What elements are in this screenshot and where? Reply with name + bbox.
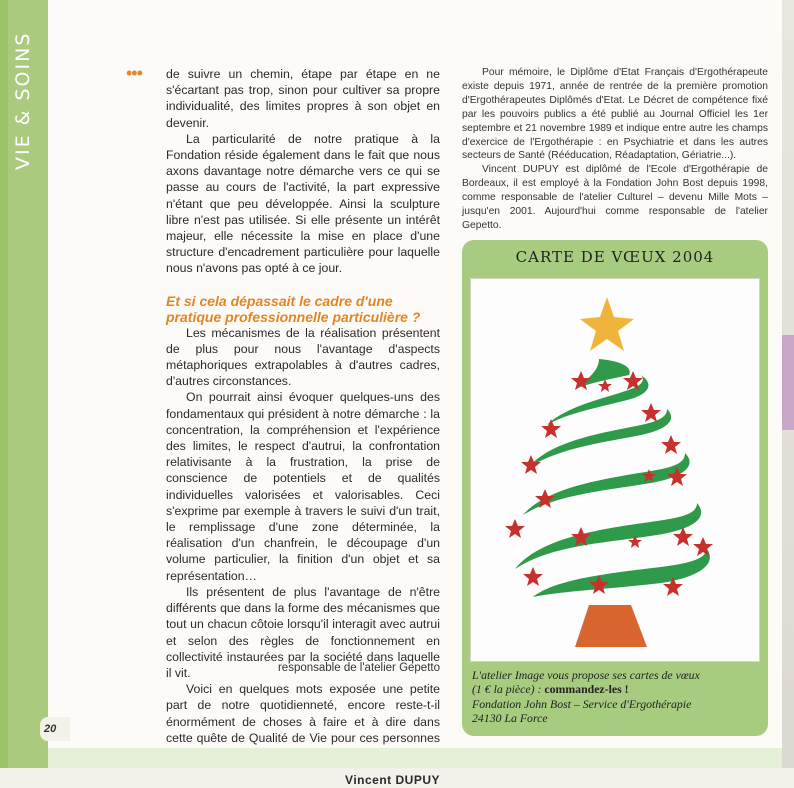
tree-swirl — [515, 503, 701, 569]
page-number: 20 — [40, 717, 70, 741]
bullet-dots-icon: ••• — [126, 63, 142, 83]
signature: Vincent DUPUY — [345, 773, 440, 788]
section-tab — [782, 335, 794, 430]
paragraph: On pourrait ainsi évoquer quelques-uns des fondamentaux qui président à notre démarche : la concentration, la compréhension et l'expérience des limites, le respect d'autrui, la confrontation relativisante à la frustration, la prise de conscience de potentiels et de qualités individuelles valorisées et valorisables. Ceci s'exprime par exemple à travers le suivi d'un trait, le remplissage d'une zone déterminée, la réalisation d'un chanfrein, le découpage d'un volume particulier, la finition d'un objet et sa représentation… — [166, 390, 440, 583]
top-star-icon — [580, 297, 634, 351]
signature-role: responsable de l'atelier Gepetto — [277, 662, 440, 674]
paragraph: Pour mémoire, le Diplôme d'Etat Français d'Ergothérapeute existe depuis 1971, année de rentrée de la première promotion d'Ergothérapeutes Diplômés d'Etat. Le Décret de compétence fixé par les pouvoirs publics a été publié au Journal Officiel les 1er septembre et 21 novembre 1989 et indique entre autre les champs d'exercice de l'Ergothérapie : en Psychiatrie et dans les autres secteurs de Santé (Rééducation, Réadaptation, Gériatrie...). — [462, 67, 768, 162]
ornament-star-icon — [661, 435, 681, 454]
section-label: VIE & SOINS — [12, 31, 34, 170]
caption-order: commandez-les ! — [544, 682, 629, 697]
card-title: CARTE DE VŒUX 2004 — [515, 248, 715, 266]
ornament-star-icon — [505, 519, 525, 538]
paragraph: Les mécanismes de la réalisation présentent de plus pour nous l'avantage d'aspects métaphoriques extrapolables à d'autres cadres, d'autres circonstances. — [166, 325, 440, 389]
paragraph: Ils présentent de plus l'avantage de n'être différents que dans la forme des mécanismes que tout un chacun côtoie lorsqu'il interagit avec autrui et selon des règles de fonctionnement en collectivité instaurées par la société dans laquelle il vit. — [166, 584, 440, 680]
christmas-tree-illustration — [470, 278, 760, 662]
tree-trunk — [575, 605, 647, 647]
paragraph: de suivre un chemin, étape par étape en ne s'écartant pas trop, sinon pour cultiver sa propre individualité, des limites propres à son objet en devenir. — [166, 67, 440, 130]
christmas-tree-icon — [471, 279, 761, 663]
paragraph: Vincent DUPUY est diplômé de l'Ecole d'Ergothérapie de Bordeaux, il est employé à la Fondation John Bost depuis 1998, comme responsable de l'atelier Culturel – devenu Mille Mots – jusqu'en 2001. Aujourd'hui comme responsable de l'atelier Gepetto. — [462, 164, 768, 231]
tree-swirl — [533, 549, 710, 597]
caption-line: L'atelier Image vous propose ses cartes de vœux — [472, 668, 700, 682]
paragraph: La particularité de notre pratique à la Fondation réside également dans le fait que nous axons davantage notre démarche vers ce qui se passe au cours de l'activité, la part expressive n'étant que peu développée. Ainsi la sculpture libre n'est pas utilisée. Si elle présente un intérêt majeur, elle nécessite la mise en place d'une structure d'encadrement particulière pour laquelle nous n'avons pas opté à ce jour. — [166, 131, 440, 276]
ornament-star-icon — [641, 403, 661, 422]
ornament-star-icon — [523, 567, 543, 586]
left-column — [166, 66, 440, 788]
sidebar — [0, 0, 48, 768]
caption-line: Fondation John Bost – Service d'Ergothérapie — [472, 696, 692, 711]
caption-line: 24130 La Force — [472, 711, 548, 726]
ornament-star-icon — [521, 455, 541, 474]
section-heading: Et si cela dépassait le cadre d'une pratique professionnelle particulière ? — [166, 292, 421, 325]
ornament-star-icon — [541, 419, 561, 438]
caption-price: (1 € la pièce) : — [472, 682, 545, 697]
bottom-bar — [48, 748, 782, 768]
caption-line — [472, 682, 762, 696]
card-caption — [472, 668, 762, 726]
ornament-star-icon — [693, 537, 713, 556]
ornament-star-icon — [571, 371, 591, 390]
right-column — [462, 66, 768, 233]
paragraph: Voici en quelques mots exposée une petite part de notre quotidienneté, encore reste-t-il énormément de choses à faire et à dire dans cette quête de Qualité de Vie pour ces personnes — [166, 682, 440, 745]
